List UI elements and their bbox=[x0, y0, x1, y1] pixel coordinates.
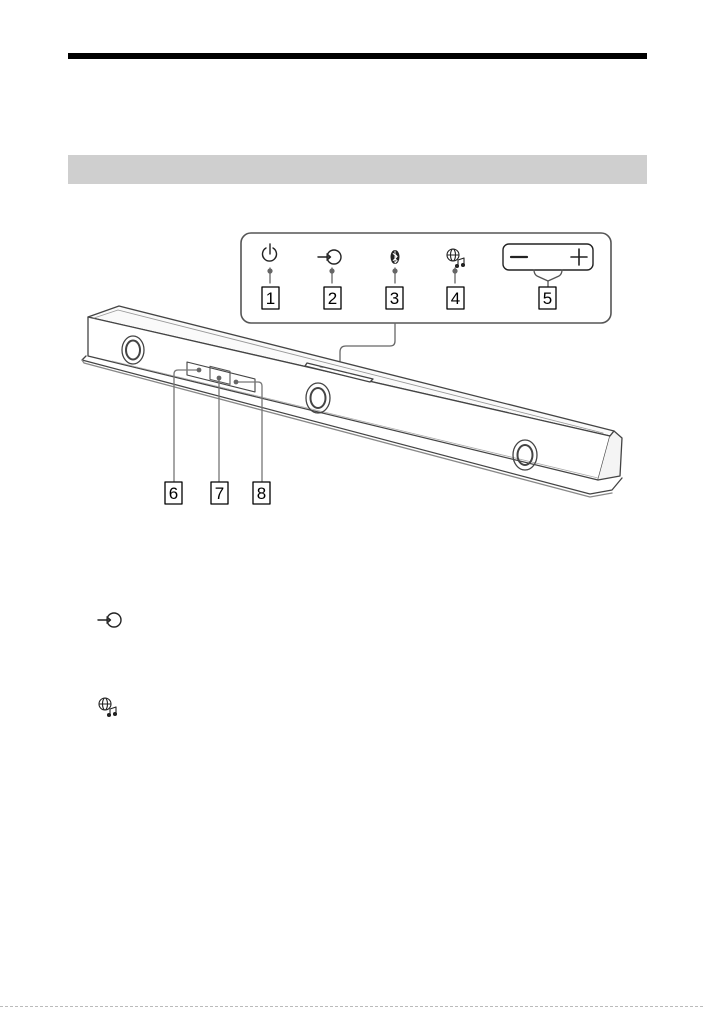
soundbar-body bbox=[82, 306, 622, 497]
panel-connector-leader bbox=[340, 323, 395, 364]
callout-6-label: 6 bbox=[168, 484, 179, 503]
music-service-icon bbox=[447, 249, 465, 268]
bluetooth-icon bbox=[391, 250, 400, 264]
music-service-icon bbox=[99, 698, 117, 717]
input-icon bbox=[318, 250, 341, 264]
callout-2-label: 2 bbox=[327, 289, 338, 308]
volume-minus-plus-icon bbox=[503, 244, 593, 270]
volume-bracket bbox=[534, 270, 562, 281]
callout-5-label: 5 bbox=[542, 289, 553, 308]
panel-leaders bbox=[270, 268, 455, 283]
power-icon bbox=[263, 244, 277, 261]
callout-8-label: 8 bbox=[256, 484, 267, 503]
callout-4-label: 4 bbox=[450, 289, 461, 308]
input-icon bbox=[98, 613, 121, 627]
page-edge bbox=[0, 1006, 703, 1008]
callout-3-label: 3 bbox=[389, 289, 400, 308]
callout-7-label: 7 bbox=[214, 484, 225, 503]
callout-number-boxes-top bbox=[262, 287, 556, 309]
callout-1-label: 1 bbox=[265, 289, 276, 308]
